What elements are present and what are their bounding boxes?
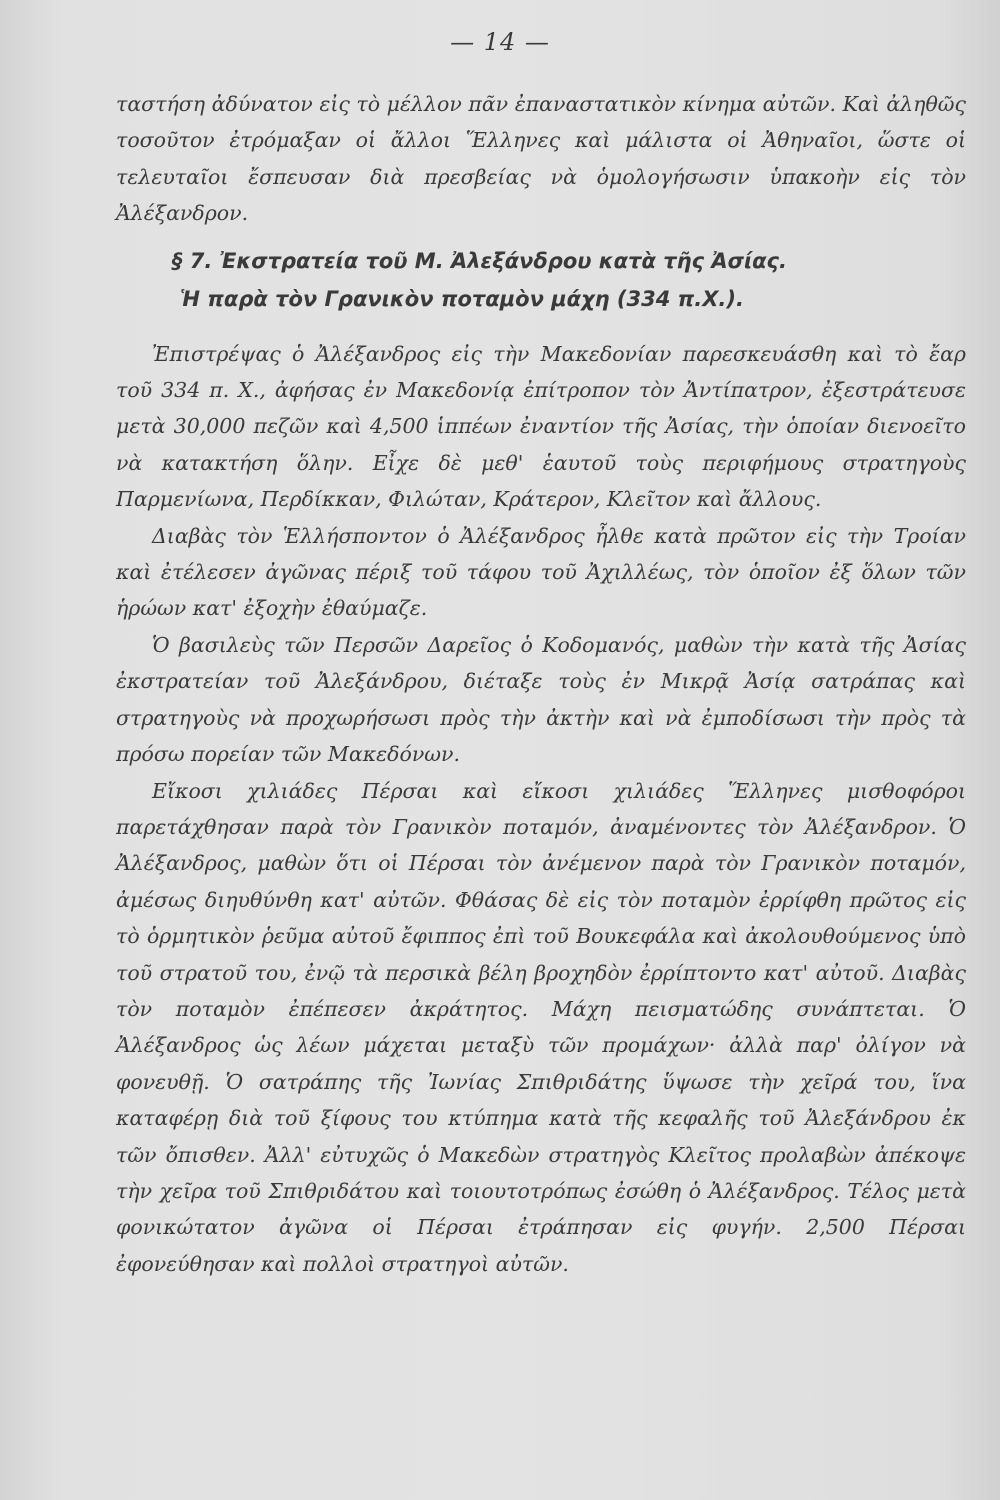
section-heading-subtitle: Ἡ παρὰ τὸν Γρανικὸν ποταμὸν μάχη (334 π.Χ.). [180, 286, 744, 311]
page-number: — 14 — [450, 28, 550, 56]
section-heading-title: § 7. Ἐκστρατεία τοῦ Μ. Ἀλεξάνδρου κατὰ τῆς Ἀσίας. [172, 248, 787, 273]
paragraph: Ὁ βασιλεὺς τῶν Περσῶν Δαρεῖος ὁ Κοδομανός, μαθὼν τὴν κατὰ τῆς Ἀσίας ἐκστρατείαν τοῦ Ἀλεξάνδρου, διέταξε τοὺς ἐν Μικρᾷ Ἀσίᾳ σατράπας καὶ στρατηγοὺς νὰ προχωρήσωσι πρὸς τὴν ἀκτὴν καὶ νὰ ἐμποδίσωσι τὴν πρὸς τὰ πρόσω πορείαν τῶν Μακεδόνων. [116, 632, 966, 767]
section-heading [116, 242, 966, 318]
paragraph: Εἴκοσι χιλιάδες Πέρσαι καὶ εἴκοσι χιλιάδες Ἕλληνες μισθοφόροι παρετάχθησαν παρὰ τὸν Γρανικὸν ποταμόν, ἀναμένοντες τὸν Ἀλέξανδρον. Ὁ Ἀλέξανδρος, μαθὼν ὅτι οἱ Πέρσαι τὸν ἀνέμενον παρὰ τὸν Γρανικὸν ποταμόν, ἀμέσως διηυθύνθη κατ' αὐτῶν. Φθάσας δὲ εἰς τὸν ποταμὸν ἐρρίφθη πρῶτος εἰς τὸ ὁρμητικὸν ῥεῦμα αὐτοῦ ἔφιππος ἐπὶ τοῦ Βουκεφάλα καὶ ἀκολουθούμενος ὑπὸ τοῦ στρατοῦ του, ἐνῷ τὰ περσικὰ βέλη βροχηδὸν ἐρρίπτοντο κατ' αὐτοῦ. Διαβὰς τὸν ποταμὸν ἐπέπεσεν ἀκράτητος. Μάχη πεισματώδης συνάπτεται. Ὁ Ἀλέξανδρος ὡς λέων μάχεται μεταξὺ τῶν προμάχων· ἀλλὰ παρ' ὀλίγον νὰ φονευθῇ. Ὁ σατράπης τῆς Ἰωνίας Σπιθριδάτης ὕψωσε τὴν χεῖρά του, ἵνα καταφέρῃ διὰ τοῦ ξίφους του κτύπημα κατὰ τῆς κεφαλῆς τοῦ Ἀλεξάνδρου ἐκ τῶν ὄπισθεν. Ἀλλ' εὐτυχῶς ὁ Μακεδὼν στρατηγὸς Κλεῖτος προλαβὼν ἀπέκοψε τὴν χεῖρα τοῦ Σπιθριδάτου καὶ τοιουτοτρόπως ἐσώθη ὁ Ἀλέξανδρος. Τέλος μετὰ φονικώτατον ἀγῶνα οἱ Πέρσαι ἐτράπησαν εἰς φυγήν. 2,500 Πέρσαι ἐφονεύθησαν καὶ πολλοὶ στρατηγοὶ αὐτῶν. [116, 778, 966, 1276]
paragraph: Ἐπιστρέψας ὁ Ἀλέξανδρος εἰς τὴν Μακεδονίαν παρεσκευάσθη καὶ τὸ ἔαρ τοῦ 334 π. Χ., ἀφήσας ἐν Μακεδονίᾳ ἐπίτροπον τὸν Ἀντίπατρον, ἐξεστράτευσε μετὰ 30,000 πεζῶν καὶ 4,500 ἱππέων ἐναντίον τῆς Ἀσίας, τὴν ὁποίαν διενοεῖτο νὰ κατακτήση ὅλην. Εἶχε δὲ μεθ' ἑαυτοῦ τοὺς περιφήμους στρατηγοὺς Παρμενίωνα, Περδίκκαν, Φιλώταν, Κράτερον, Κλεῖτον καὶ ἄλλους. [116, 341, 966, 512]
paragraph: Διαβὰς τὸν Ἑλλήσποντον ὁ Ἀλέξανδρος ἦλθε κατὰ πρῶτον εἰς τὴν Τροίαν καὶ ἐτέλεσεν ἀγῶνας πέριξ τοῦ τάφου τοῦ Ἀχιλλέως, τὸν ὁποῖον ἐξ ὅλων τῶν ἡρώων κατ' ἐξοχὴν ἐθαύμαζε. [116, 523, 966, 621]
paragraph-continuation: ταστήση ἀδύνατον εἰς τὸ μέλλον πᾶν ἐπαναστατικὸν κίνημα αὐτῶν. Καὶ ἀληθῶς τοσοῦτον ἐτρόμαξαν οἱ ἄλλοι Ἕλληνες καὶ μάλιστα οἱ Ἀθηναῖοι, ὥστε οἱ τελευταῖοι ἔσπευσαν διὰ πρεσβείας νὰ ὁμολογήσωσιν ὑπακοὴν εἰς τὸν Ἀλέξανδρον. [116, 92, 966, 226]
body-text [116, 86, 966, 1282]
